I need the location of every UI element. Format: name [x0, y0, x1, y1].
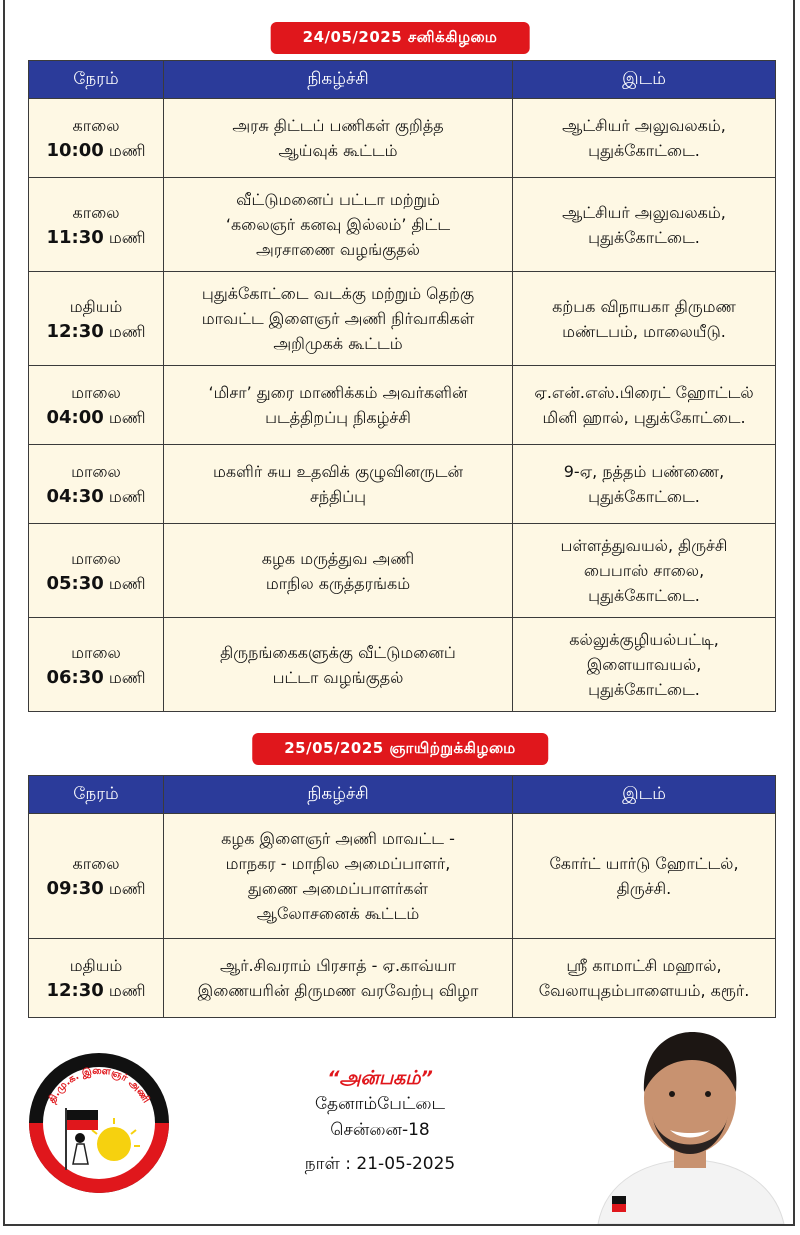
venue-line: ஆட்சியர் அலுவலகம், [562, 202, 726, 222]
event-line: ஆலோசனைக் கூட்டம் [256, 904, 420, 923]
table-row [29, 178, 776, 272]
org-name [240, 1065, 520, 1091]
time-period: மாலை [71, 548, 121, 568]
table-header-row [29, 61, 776, 99]
venue-line: பள்ளத்துவயல், திருச்சி [560, 536, 728, 555]
event-line: வீட்டுமனைப் பட்டா மற்றும் [236, 190, 440, 209]
time-unit: மணி [108, 573, 146, 593]
venue-cell [513, 814, 776, 939]
time-period: மதியம் [69, 956, 123, 975]
time-value: 04:30 [46, 486, 104, 507]
venue-line: மண்டபம், மாலையீடு. [562, 321, 726, 341]
footer-address [240, 1065, 520, 1177]
venue-cell [513, 178, 776, 272]
venue-line: 9-ஏ, நத்தம் பண்ணை, [563, 462, 725, 481]
venue-cell [513, 445, 776, 524]
event-line: துணை அமைப்பாளர்கள் [248, 879, 428, 898]
time-period: மாலை [71, 642, 121, 662]
event-line: மாநில கருத்தரங்கம் [265, 573, 411, 593]
table-row [29, 99, 776, 178]
time-cell [29, 366, 164, 445]
event-cell [164, 272, 513, 366]
time-line [35, 225, 157, 250]
venue-line: ஆட்சியர் அலுவலகம், [562, 116, 726, 135]
venue-line: வேலாயுதம்பாளையம், கரூர். [538, 981, 750, 1000]
event-line: அரசாணை வழங்குதல் [256, 240, 420, 259]
org-name-text: அன்பகம் [339, 1067, 421, 1089]
portrait-photo [588, 1020, 792, 1224]
time-value: 05:30 [46, 572, 104, 594]
table-row [29, 939, 776, 1018]
event-line: புதுக்கோட்டை வடக்கு மற்றும் தெற்கு [201, 284, 475, 303]
event-line: கழக மருத்துவ அணி [261, 548, 415, 568]
event-line: மகளிர் சுய உதவிக் குழுவினருடன் [213, 462, 463, 481]
day1-schedule-table [28, 60, 776, 712]
time-value: 04:00 [46, 407, 104, 428]
event-cell [164, 618, 513, 712]
logo-text: தி.மு.க. இளைஞர் அணி [46, 1065, 152, 1106]
event-cell [164, 366, 513, 445]
venue-cell [513, 272, 776, 366]
dmk-youth-wing-logo-icon [28, 1052, 170, 1194]
event-line: ஆய்வுக் கூட்டம் [278, 141, 398, 160]
time-unit: மணி [108, 227, 146, 247]
table-row [29, 618, 776, 712]
event-cell [164, 178, 513, 272]
event-line: அரசு திட்டப் பணிகள் குறித்த [232, 116, 444, 135]
event-cell [164, 939, 513, 1018]
time-cell [29, 445, 164, 524]
time-unit: மணி [108, 667, 146, 687]
venue-line: திருச்சி. [616, 879, 672, 898]
time-line [35, 978, 157, 1003]
day2-date-label: 25/05/2025 ஞாயிற்றுக்கிழமை [252, 733, 548, 765]
venue-line: கல்லுக்குழியல்பட்டி, [569, 630, 719, 649]
time-unit: மணி [108, 879, 146, 898]
time-line [35, 665, 157, 690]
event-line: பட்டா வழங்குதல் [272, 667, 404, 687]
time-unit: மணி [108, 981, 146, 1000]
venue-line: இளையாவயல், [586, 655, 702, 674]
day1-date-label: 24/05/2025 சனிக்கிழமை [271, 22, 530, 54]
time-value: 12:30 [46, 320, 104, 342]
time-unit: மணி [108, 141, 146, 160]
issue-date: நாள் : 21-05-2025 [304, 1154, 456, 1174]
event-line: இணையரின் திருமண வரவேற்பு விழா [197, 981, 479, 1000]
event-line: சந்திப்பு [309, 487, 367, 506]
time-period: காலை [72, 116, 120, 135]
time-cell [29, 178, 164, 272]
day2-schedule-table [28, 775, 776, 1018]
time-cell [29, 524, 164, 618]
venue-line: புதுக்கோட்டை. [588, 227, 700, 247]
time-unit: மணி [108, 487, 146, 506]
event-cell [164, 814, 513, 939]
header-venue: இடம் [513, 61, 776, 99]
venue-line: புதுக்கோட்டை. [588, 680, 700, 699]
time-cell [29, 99, 164, 178]
table-header-row [29, 776, 776, 814]
time-line [35, 571, 157, 596]
venue-cell [513, 939, 776, 1018]
header-time: நேரம் [29, 61, 164, 99]
event-line: ‘மிசா’ துரை மாணிக்கம் அவர்களின் [208, 383, 468, 402]
time-value: 06:30 [46, 666, 104, 688]
venue-line: கோர்ட் யார்டு ஹோட்டல், [549, 854, 739, 873]
time-cell [29, 814, 164, 939]
quote-close: ” [420, 1067, 433, 1089]
time-line [35, 876, 157, 901]
event-line: மாநகர - மாநில அமைப்பாளர், [225, 854, 451, 873]
time-line [35, 319, 157, 344]
time-period: மாலை [71, 383, 121, 402]
time-line [35, 138, 157, 163]
venue-cell [513, 524, 776, 618]
table-row [29, 814, 776, 939]
time-period: மாலை [71, 462, 121, 481]
venue-line: புதுக்கோட்டை. [588, 487, 700, 506]
venue-line: ஏ.என்.எஸ்.பிரைட் ஹோட்டல் [534, 383, 754, 402]
time-value: 09:30 [46, 878, 104, 899]
header-venue: இடம் [513, 776, 776, 814]
time-unit: மணி [108, 321, 146, 341]
venue-cell [513, 618, 776, 712]
time-cell [29, 939, 164, 1018]
day1-rows [29, 99, 776, 712]
venue-line: புதுக்கோட்டை. [588, 141, 700, 160]
time-period: காலை [72, 202, 120, 222]
time-period: மதியம் [69, 296, 123, 316]
event-line: படத்திறப்பு நிகழ்ச்சி [265, 408, 411, 427]
event-line: ‘கலைஞர் கனவு இல்லம்’ திட்ட [225, 215, 451, 234]
event-line: கழக இளைஞர் அணி மாவட்ட - [221, 829, 455, 848]
event-cell [164, 524, 513, 618]
venue-line: மினி ஹால், புதுக்கோட்டை. [542, 408, 746, 427]
address-area: தேனாம்பேட்டை [314, 1094, 446, 1114]
event-line: அறிமுகக் கூட்டம் [273, 334, 403, 353]
venue-line: கற்பக விநாயகா திருமண [552, 296, 736, 316]
table-row [29, 272, 776, 366]
event-cell [164, 445, 513, 524]
venue-line: பைபாஸ் சாலை, [583, 561, 705, 580]
header-event: நிகழ்ச்சி [164, 61, 513, 99]
venue-cell [513, 99, 776, 178]
time-period: காலை [72, 854, 120, 873]
table-row [29, 524, 776, 618]
time-cell [29, 618, 164, 712]
day2-rows [29, 814, 776, 1018]
time-value: 11:30 [46, 226, 104, 248]
venue-cell [513, 366, 776, 445]
table-row [29, 366, 776, 445]
event-cell [164, 99, 513, 178]
address-city: சென்னை-18 [330, 1120, 430, 1140]
venue-line: புதுக்கோட்டை. [588, 586, 700, 605]
quote-open: “ [327, 1067, 340, 1089]
time-value: 12:30 [46, 980, 104, 1001]
time-line [35, 405, 157, 430]
table-row [29, 445, 776, 524]
event-line: ஆர்.சிவராம் பிரசாத் - ஏ.காவ்யா [219, 956, 457, 975]
event-line: திருநங்கைகளுக்கு வீட்டுமனைப் [220, 642, 456, 662]
time-unit: மணி [108, 408, 146, 427]
time-line [35, 484, 157, 509]
time-cell [29, 272, 164, 366]
header-event: நிகழ்ச்சி [164, 776, 513, 814]
event-line: மாவட்ட இளைஞர் அணி நிர்வாகிகள் [201, 309, 475, 328]
venue-line: ஸ்ரீ காமாட்சி மஹால், [566, 956, 722, 975]
header-time: நேரம் [29, 776, 164, 814]
time-value: 10:00 [46, 140, 104, 161]
